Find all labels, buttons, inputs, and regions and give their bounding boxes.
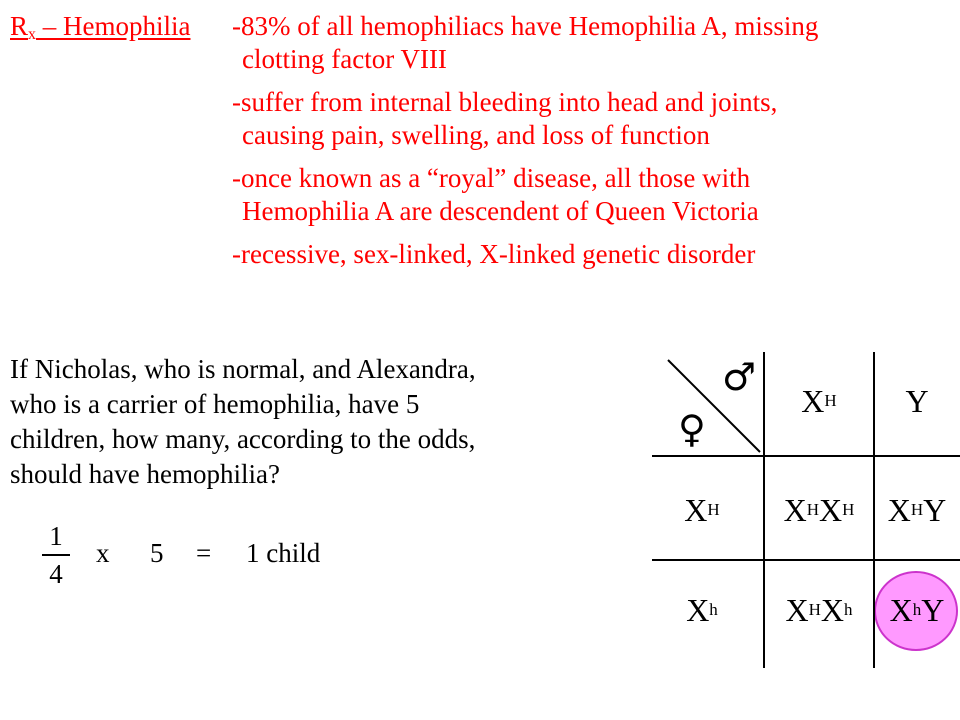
bullet-item — [232, 10, 952, 76]
col-header-allele: Y — [905, 382, 929, 419]
bullet-line: Hemophilia A are descendent of Queen Victoria — [242, 196, 759, 226]
punnett-square — [652, 352, 960, 668]
fraction-denominator: 4 — [49, 559, 63, 589]
bullet-line: clotting factor VIII — [242, 44, 447, 74]
bullet-line: -suffer from internal bleeding into head and joints, — [232, 87, 778, 117]
equals-sign: = — [196, 538, 212, 568]
question-line: If Nicholas, who is normal, and Alexandra, — [10, 354, 476, 384]
question-line: who is a carrier of hemophilia, have 5 — [10, 389, 420, 419]
question-line: children, how many, according to the odds, — [10, 424, 476, 454]
col-header-allele: X H — [801, 382, 837, 419]
bullet-line: -recessive, sex-linked, X-linked genetic disorder — [232, 239, 756, 269]
question-text — [10, 352, 570, 492]
bullet-list — [232, 10, 952, 281]
bullet-item — [232, 238, 952, 271]
genotype-cell: X H X h — [785, 591, 853, 628]
male-symbol: ♂ — [722, 355, 757, 399]
female-symbol: ♀ — [678, 407, 706, 451]
bullet-line: -83% of all hemophiliacs have Hemophilia A, missing — [232, 11, 819, 41]
bullet-line: -once known as a “royal” disease, all those with — [232, 163, 751, 193]
genotype-cell: X H Y — [887, 491, 947, 528]
row-header-allele: X H — [684, 491, 720, 528]
genotype-cell-affected: X h Y — [889, 591, 945, 628]
slide-title — [10, 10, 191, 42]
bullet-item — [232, 162, 952, 228]
child-count: 5 — [150, 538, 164, 568]
bullet-item — [232, 86, 952, 152]
fraction-bar — [42, 554, 70, 556]
title-prefix: $R_x$ – Hemophilia — [10, 11, 191, 43]
times-sign: x — [96, 538, 110, 568]
row-header-allele: X h — [686, 591, 718, 628]
fraction — [42, 520, 70, 590]
fraction-numerator: 1 — [49, 521, 63, 551]
calc-result: 1 child — [246, 538, 321, 568]
question-line: should have hemophilia? — [10, 459, 280, 489]
genotype-cell: X H X H — [783, 491, 855, 528]
bullet-line: causing pain, swelling, and loss of function — [242, 120, 710, 150]
